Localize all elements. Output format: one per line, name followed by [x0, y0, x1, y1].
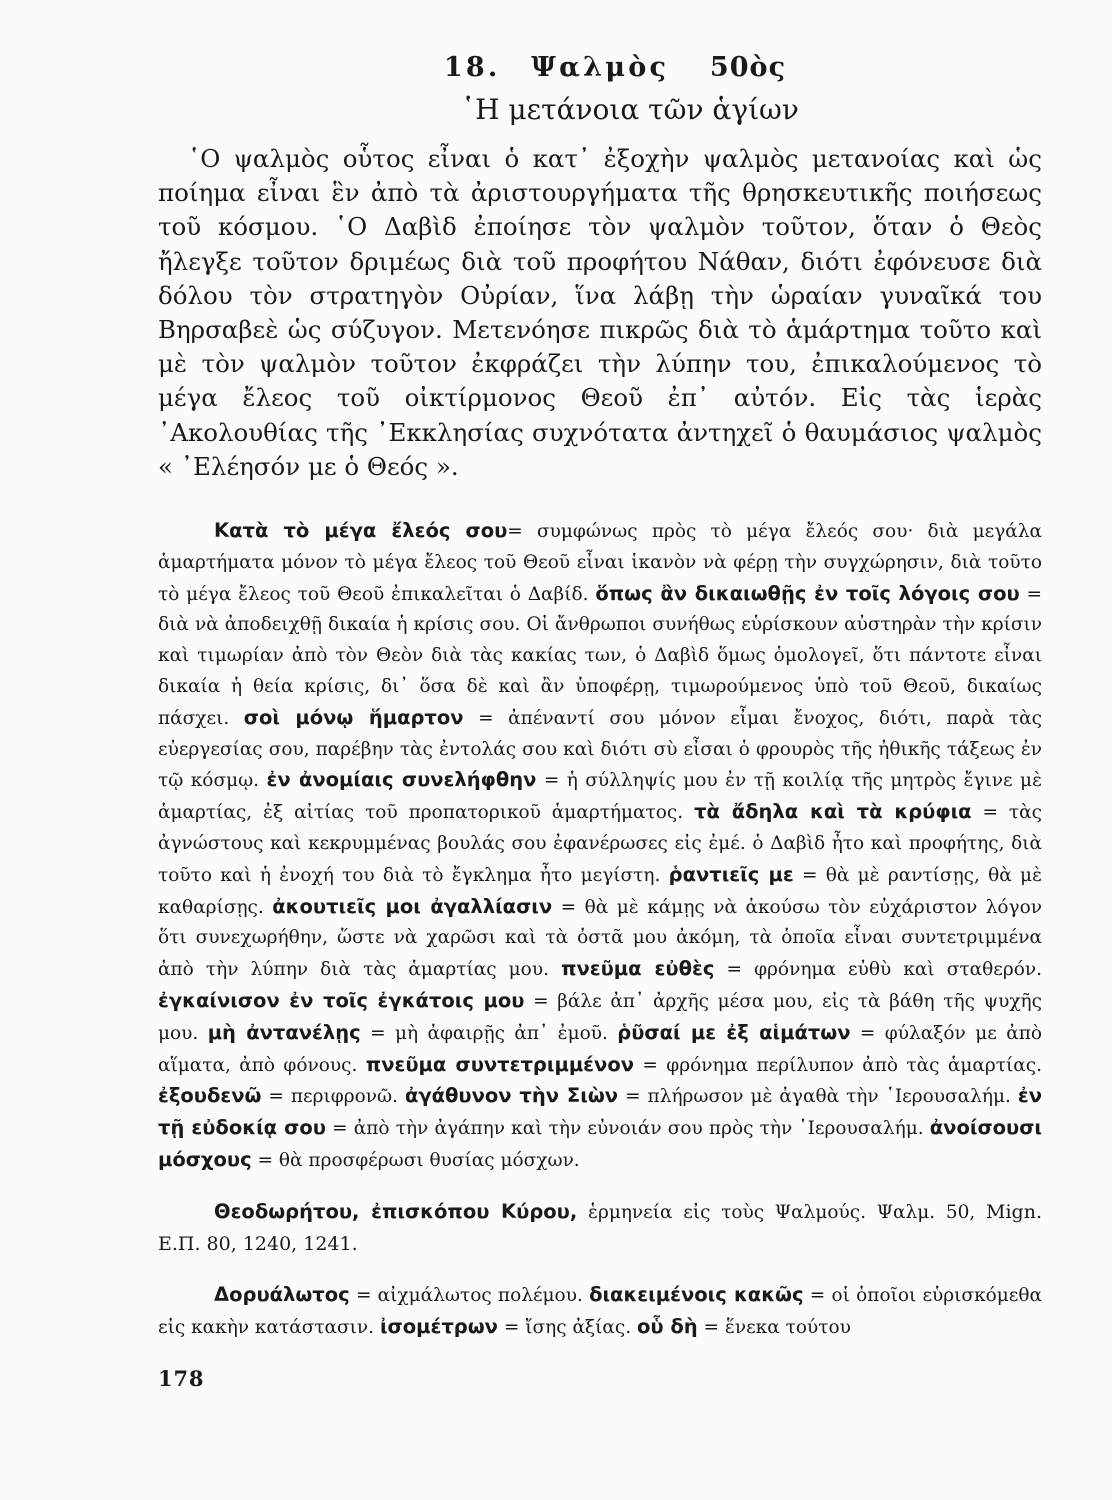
gloss-term: σοὶ μόνῳ ἥμαρτον: [243, 705, 464, 729]
source-text: ἑρμηνεία εἰς τοὺς Ψαλμούς. Ψαλμ. 50,: [577, 1201, 976, 1223]
gloss-term: ῥαντιεῖς με: [668, 862, 794, 886]
gloss-def: = φρόνημα περίλυπον ἀπὸ τὰς ἁμαρτίας.: [634, 1054, 1042, 1076]
gloss-def: = τὰς ἀγνώστους καὶ κεκρυμμένας βουλάς σου ἐφανέρωσες εἰς ἐμέ. ὁ Δαβὶδ ἦτο καὶ προφήτης, διὰ τοῦτο καὶ ἡ ἐνοχή του διὰ τὸ ἔγκλημα ἦτο μεγίστη.: [158, 802, 1043, 886]
gloss-def: = ἀπέναντί σου μόνον εἶμαι ἔνοχος, διότι, παρὰ τὰς εὐεργεσίας σου, παρέβην τὰς ἐντολάς σου καὶ διότι σὺ εἶσαι ὁ φρουρὸς τῆς ἠθικῆς τάξεως ἐν τῷ κόσμῳ.: [158, 707, 1042, 792]
chapter-heading: [188, 48, 1042, 88]
gloss-term: μὴ ἀντανέλῃς: [207, 1020, 361, 1044]
gloss-def: = μὴ ἀφαιρῇς ἀπ᾽ ἐμοῦ.: [360, 1022, 618, 1044]
source-paragraph: [158, 1197, 1042, 1261]
gloss-def: = φρόνημα εὐθὺ καὶ σταθερόν.: [714, 959, 1042, 981]
glossary-paragraph-2: [158, 1280, 1042, 1344]
gloss-term: ἀνοίσουσι μόσχους: [158, 1116, 1042, 1171]
gloss-def: = φύλαξόν με ἀπὸ αἵματα, ἀπὸ φόνους.: [158, 1022, 1042, 1076]
gloss-term: ἀκουτιεῖς μοι ἀγαλλίασιν: [272, 894, 553, 918]
gloss-def: = οἱ ὁποῖοι εὑρισκόμεθα εἰς κακὴν κατάστασιν.: [158, 1285, 1043, 1339]
source-citation: [158, 1197, 1042, 1261]
gloss-def: = θὰ μὲ κάμῃς νὰ ἀκούσω τὸν εὐχάριστον λόγον ὅτι συνεχωρήθην, ὥστε νὰ χαρῶσι καὶ τὰ ὀστᾶ μου ἀκόμη, τὰ ὁποῖα εἶναι συντετριμμένα ἀπὸ τὴν λύπην διὰ τὰς ἁμαρτίας μου.: [158, 896, 1042, 981]
gloss-def: = θὰ μὲ ραντίσῃς, θὰ μὲ καθαρίσῃς.: [158, 864, 1043, 918]
intro-paragraph: ῾Ο ψαλμὸς οὗτος εἶναι ὁ κατ᾽ ἐξοχὴν ψαλμὸς μετανοίας καὶ ὡς ποίημα εἶναι ἓν ἀπὸ τὰ ἀριστουργήματα τῆς θρησκευτικῆς ποιήσεως τοῦ κόσμου. ῾Ο Δαβὶδ ἐποίησε τὸν ψαλμὸν τοῦτον, ὅταν ὁ Θεὸς ἤλεγξε τοῦτον δριμέως διὰ τοῦ προφήτου Νάθαν, διότι ἐφόνευσε διὰ δόλου τὸν στρατηγὸν Οὐρίαν, ἵνα λάβῃ τὴν ὡραίαν γυναῖκά του Βηρσαβεὲ ὡς σύζυγον. Μετενόησε πικρῶς διὰ τὸ ἁμάρτημα τοῦτο καὶ μὲ τὸν ψαλμὸν τοῦτον ἐκφράζει τὴν λύπην του, ἐπικαλούμενος τὸ μέγα ἔλεος τοῦ οἰκτίρμονος Θεοῦ ἐπ᾽ αὐτόν. Εἰς τὰς ἱερὰς ᾽Ακολουθίας τῆς ᾽Εκκλησίας συχνότατα ἀντηχεῖ ὁ θαυμάσιος ψαλμὸς « ᾽Ελέησόν με ὁ Θεός ».: [158, 144, 1042, 481]
chapter-title: Ψαλμὸς: [531, 52, 670, 83]
gloss-def: = ἴσης ἀξίας.: [497, 1317, 637, 1339]
psalm-ordinal: 50ὸς: [709, 52, 787, 83]
gloss-term: Κατὰ τὸ μέγα ἔλεός σου: [214, 519, 508, 543]
gloss-term: ἐξουδενῶ: [158, 1084, 262, 1108]
gloss-term: διακειμένοις κακῶς: [589, 1283, 804, 1307]
gloss-term: ἐν ἀνομίαις συνελήφθην: [266, 768, 537, 792]
gloss-term: πνεῦμα συντετριμμένον: [365, 1052, 634, 1076]
gloss-term: ῥῦσαί με ἐξ αἱμάτων: [617, 1020, 851, 1044]
gloss-def: = ἡ σύλληψίς μου ἐν τῇ κοιλίᾳ τῆς μητρὸς ἔγινε μὲ ἁμαρτίας, ἐξ αἰτίας τοῦ προπατορικοῦ ἁμαρτήματος.: [158, 770, 1042, 824]
gloss-def: = περιφρονῶ.: [261, 1086, 405, 1108]
gloss-term: ἀγάθυνον τὴν Σιὼν: [404, 1084, 619, 1108]
gloss-def: = ἀπὸ τὴν ἀγάπην καὶ τὴν εὐνοιάν σου πρὸς τὴν ῾Ιερουσαλήμ.: [325, 1118, 930, 1140]
gloss-term: πνεῦμα εὐθὲς: [561, 957, 715, 981]
gloss-def: = αἰχμάλωτος πολέμου.: [349, 1285, 590, 1307]
glossary-paragraph: [158, 516, 1042, 1177]
gloss-term: ὅπως ἂν δικαιωθῇς ἐν τοῖς λόγοις σου: [595, 581, 1020, 605]
gloss-def: = πλήρωσον μὲ ἀγαθὰ τὴν ῾Ιερουσαλήμ.: [618, 1086, 1018, 1108]
chapter-subtitle: ῾Η μετάνοια τῶν ἁγίων: [461, 93, 799, 126]
chapter-number: 18.: [443, 52, 501, 83]
gloss-term: Δορυάλωτος: [214, 1283, 350, 1307]
gloss-term: ἰσομέτρων: [379, 1315, 498, 1339]
gloss-def: = θὰ προσφέρωσι θυσίας μόσχων.: [251, 1149, 580, 1171]
gloss-def: = βάλε ἀπ᾽ ἀρχῆς μέσα μου, εἰς τὰ βάθη τῆς ψυχῆς μου.: [158, 990, 1042, 1044]
page-number: 178: [158, 1366, 205, 1391]
source-ref: Mign. Ε.Π. 80, 1240, 1241.: [158, 1200, 1042, 1255]
page: [158, 48, 1042, 1344]
gloss-term: τὰ ἄδηλα καὶ τὰ κρύφια: [694, 800, 972, 824]
glossary-section: [158, 516, 1042, 1177]
glossary-section-2: [158, 1280, 1042, 1344]
source-author: Θεοδωρήτου, ἐπισκόπου Κύρου,: [214, 1199, 578, 1223]
gloss-def: = συμφώνως πρὸς τὸ μέγα ἔλεός σου· διὰ μεγάλα ἁμαρτήματα μόνον τὸ μέγα ἔλεος τοῦ Θεοῦ εἶναι ἱκανὸν νὰ φέρῃ τὴν συγχώρησιν, διὰ τοῦτο τὸ μέγα ἔλεος τοῦ Θεοῦ ἐπικαλεῖται ὁ Δαβίδ.: [158, 521, 1042, 605]
gloss-term: οὗ δὴ: [637, 1315, 698, 1339]
gloss-def: = διὰ νὰ ἀποδειχθῇ δικαία ἡ κρίσις σου. Οἱ ἄνθρωποι συνήθως εὑρίσκουν αὐστηρὰν τὴν κρίσιν καὶ τιμωρίαν ἀπὸ τὸν Θεὸν διὰ τὰς κακίας των, ὁ Δαβὶδ ὅμως ὁμολογεῖ, ὅτι πάντοτε εἶναι δικαία ἡ θεία κρίσις, δι᾽ ὅσα δὲ καὶ ἂν ὑποφέρῃ, τιμωρούμενος ὑπὸ τοῦ Θεοῦ, δικαίως πάσχει.: [158, 583, 1042, 729]
gloss-term: ἐγκαίνισον ἐν τοῖς ἐγκάτοις μου: [158, 988, 525, 1012]
intro-section: [158, 142, 1042, 484]
gloss-def: = ἕνεκα τούτου: [697, 1317, 851, 1339]
gloss-term: ἐν τῇ εὐδοκίᾳ σου: [158, 1084, 1042, 1140]
